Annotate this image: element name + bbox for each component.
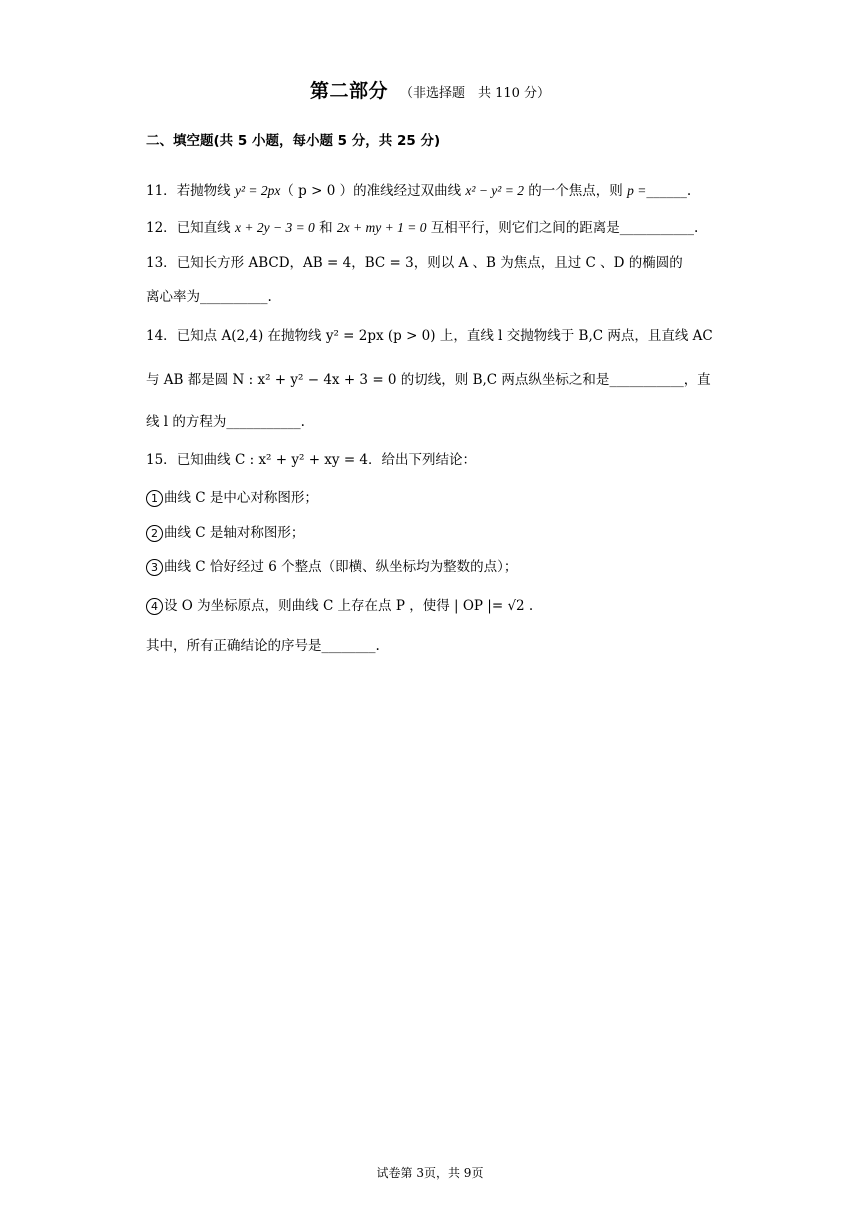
question-14-line2 [146, 370, 716, 390]
q15-blank: ________ [321, 638, 376, 654]
q14-blank1: ___________ [609, 372, 684, 388]
q12-text-mid: 和 [319, 220, 333, 236]
q12-text-after: 互相平行，则它们之间的距离是 [430, 220, 620, 236]
question-12 [146, 218, 716, 238]
q11-number: 11． [146, 183, 177, 199]
q13-end: . [267, 289, 272, 305]
q11-text-before: 若抛物线 [176, 183, 231, 199]
q14-blank2: ___________ [226, 414, 301, 430]
q11-math2: x² − y² = 2 [465, 183, 524, 198]
question-14-line1 [146, 326, 716, 346]
question-15-line1 [146, 450, 716, 470]
q12-blank: ___________ [619, 220, 695, 236]
question-11 [146, 181, 716, 201]
page-title [0, 76, 860, 103]
q14-number: 14． [146, 328, 177, 344]
q11-math1: y² = 2px [234, 183, 281, 198]
q15-item-3 [146, 557, 716, 577]
q12-math1: x + 2y − 3 = 0 [234, 220, 315, 235]
q13-number: 13． [146, 255, 177, 271]
q12-math2: 2x + my + 1 = 0 [336, 220, 427, 235]
q15-item-1-text: 曲线 C 是中心对称图形； [164, 490, 318, 506]
q11-paren: （ p > 0 ） [280, 183, 354, 199]
circled-number-4: 4 [146, 598, 163, 615]
circled-number-1: 1 [146, 490, 163, 507]
q15-item-4-text: 设 O 为坐标原点，则曲线 C 上存在点 P ，使得 | OP |= √2 . [164, 598, 534, 614]
q15-line1: 已知曲线 C : x² + y² + xy = 4．给出下列结论： [176, 452, 477, 468]
q14-line2-end: ，直 [683, 372, 711, 388]
q11-text-mid: 的准线经过双曲线 [353, 183, 462, 199]
circled-number-2: 2 [146, 525, 163, 542]
q15-item-2 [146, 523, 716, 543]
title-main: 第二部分 [309, 80, 388, 102]
q13-blank: __________ [200, 289, 268, 305]
question-14-line3 [146, 412, 716, 432]
page-footer: 试卷第 3页，共 9页 [376, 1166, 484, 1180]
q11-math3: p = [627, 183, 647, 198]
q13-line2-text: 离心率为 [146, 289, 200, 305]
q15-item-2-text: 曲线 C 是轴对称图形； [164, 525, 305, 541]
title-sub: （非选择题 共 110 分） [399, 86, 551, 101]
section-heading: 二、填空题(共 5 小题，每小题 5 分，共 25 分) [146, 133, 441, 149]
q14-line3-text: 线 l 的方程为 [146, 414, 227, 430]
circled-number-3: 3 [146, 559, 163, 576]
q14-line2: 与 AB 都是圆 N : x² + y² − 4x + 3 = 0 的切线，则 B,C 两点纵坐标之和是 [146, 372, 610, 388]
q12-number: 12． [146, 220, 177, 236]
q14-line1: 已知点 A(2,4) 在抛物线 y² = 2px (p > 0) 上，直线 l 交抛物线于 B,C 两点，且直线 AC [176, 328, 713, 344]
q15-closing-text: 其中，所有正确结论的序号是 [146, 638, 322, 654]
q15-item-4 [146, 596, 716, 616]
q15-item-1 [146, 488, 716, 508]
q15-number: 15． [146, 452, 177, 468]
q11-blank: ______ [646, 183, 687, 199]
question-13-line2 [146, 287, 716, 307]
q15-item-3-text: 曲线 C 恰好经过 6 个整点（即横、纵坐标均为整数的点）； [164, 559, 518, 575]
q15-end: . [375, 638, 380, 654]
q15-closing [146, 636, 716, 656]
q11-text-after: 的一个焦点，则 [528, 183, 623, 199]
q12-text-before: 已知直线 [176, 220, 231, 236]
q13-line1: 已知长方形 ABCD，AB = 4，BC = 3，则以 A 、B 为焦点，且过 C 、D 的椭圆的 [176, 255, 683, 271]
question-13-line1 [146, 253, 716, 273]
q11-end: . [686, 183, 692, 199]
q14-end: . [300, 414, 305, 430]
q12-end: . [694, 220, 699, 236]
